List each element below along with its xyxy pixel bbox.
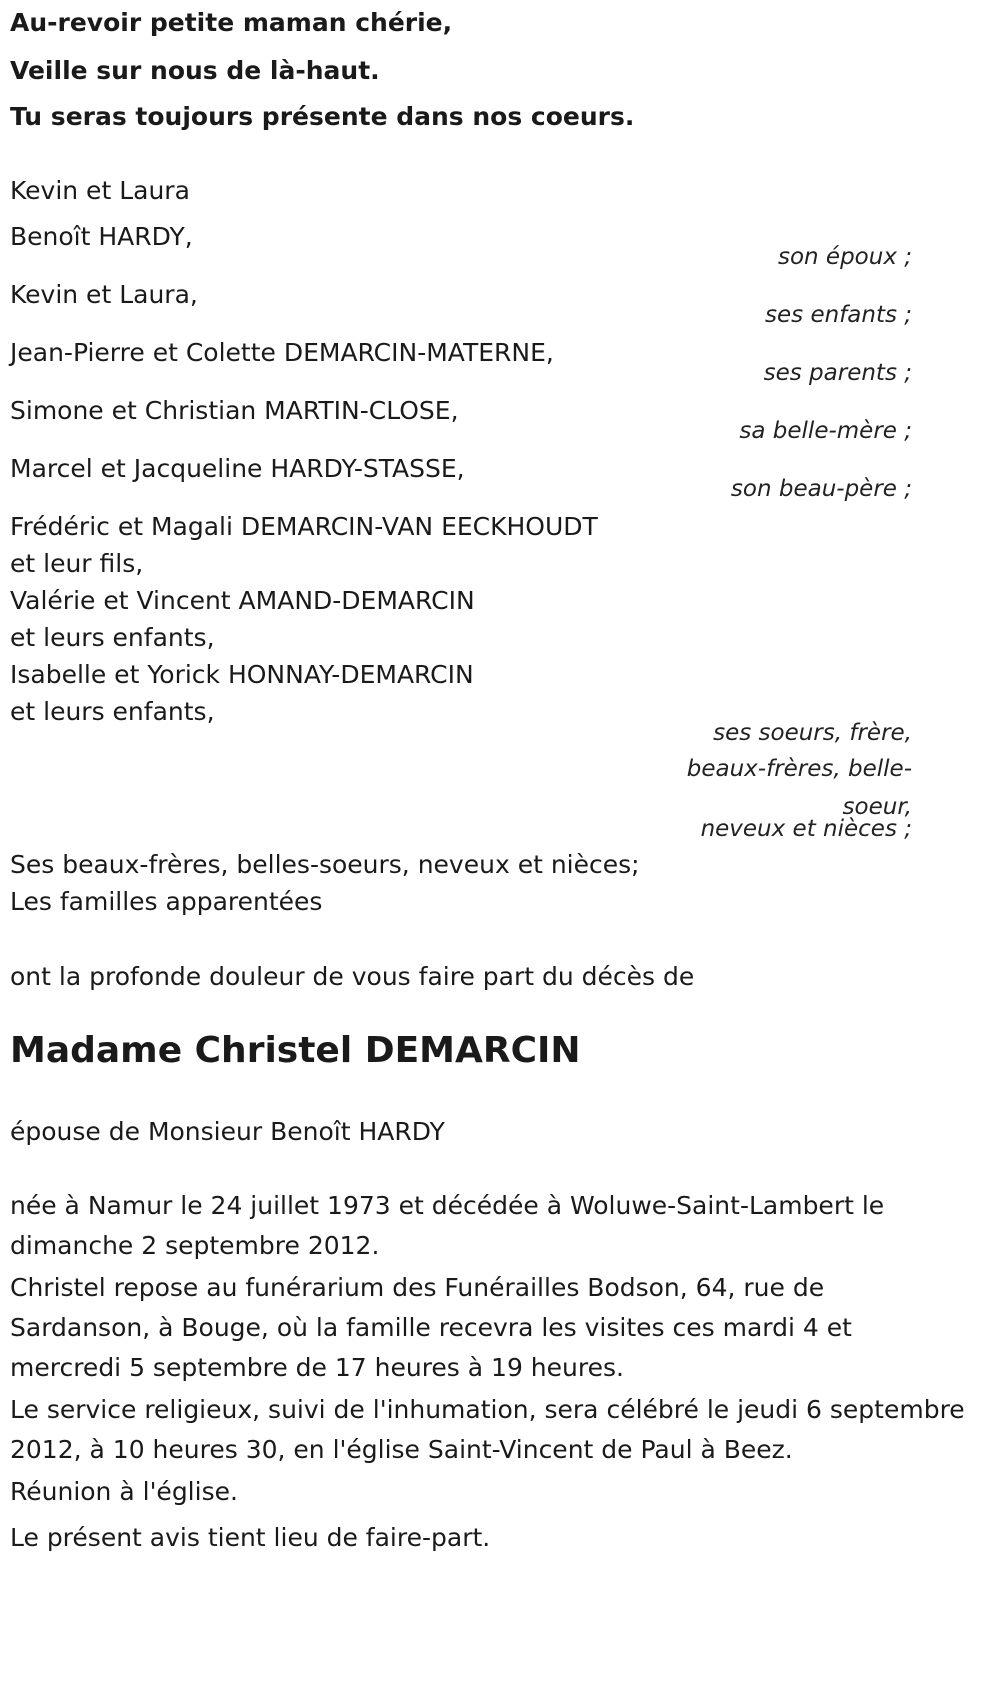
deceased-name: Madame Christel DEMARCIN bbox=[10, 1030, 581, 1071]
signatory-role: son beau-père ; bbox=[730, 476, 912, 502]
spouse-line: épouse de Monsieur Benoît HARDY bbox=[10, 1117, 445, 1146]
siblings-role-line: beaux-frères, belle- bbox=[686, 756, 912, 782]
funeral-home-paragraph: Christel repose au funérarium des Funérailles Bodson, 64, rue de Sardanson, à Bouge, où la famille recevra les visites ces mardi 4 et mercredi 5 septembre de 17 heures à 19 heures. bbox=[10, 1273, 852, 1382]
notice-paragraph: Le présent avis tient lieu de faire-part. bbox=[10, 1523, 491, 1552]
epigraph-line-2: Veille sur nous de là-haut. bbox=[10, 56, 380, 85]
extended-family-line: Ses beaux-frères, belles-soeurs, neveux et nièces; bbox=[10, 850, 640, 879]
signatory-role: son époux ; bbox=[777, 244, 912, 270]
signatory-first-line: Kevin et Laura bbox=[10, 176, 190, 205]
extended-family-line: Les familles apparentées bbox=[10, 887, 323, 916]
signatory-role: sa belle-mère ; bbox=[739, 418, 912, 444]
siblings-line: Isabelle et Yorick HONNAY-DEMARCIN bbox=[10, 660, 474, 689]
signatory-role: ses enfants ; bbox=[765, 302, 912, 328]
signatory-names: Kevin et Laura, bbox=[10, 280, 198, 309]
siblings-role-line: ses soeurs, frère, bbox=[713, 720, 912, 746]
siblings-role-line: soeur, bbox=[842, 794, 912, 820]
signatory-names: Benoît HARDY, bbox=[10, 222, 193, 251]
epigraph-line-3: Tu seras toujours présente dans nos coeurs. bbox=[10, 102, 635, 131]
siblings-line: Frédéric et Magali DEMARCIN-VAN EECKHOUDT bbox=[10, 512, 598, 541]
service-paragraph: Le service religieux, suivi de l'inhumation, sera célébré le jeudi 6 septembre 2012, à 10 heures 30, en l'église Saint-Vincent de Paul à Beez. bbox=[10, 1395, 965, 1464]
epigraph-line-1: Au-revoir petite maman chérie, bbox=[10, 8, 453, 37]
obituary-notice bbox=[10, 0, 990, 1696]
siblings-line: et leurs enfants, bbox=[10, 623, 215, 652]
siblings-line: et leur fils, bbox=[10, 549, 144, 578]
siblings-role-line: neveux et nièces ; bbox=[700, 816, 912, 842]
siblings-line: et leurs enfants, bbox=[10, 697, 215, 726]
signatory-names: Simone et Christian MARTIN-CLOSE, bbox=[10, 396, 459, 425]
announcement-text: ont la profonde douleur de vous faire part du décès de bbox=[10, 962, 695, 991]
signatory-names: Marcel et Jacqueline HARDY-STASSE, bbox=[10, 454, 465, 483]
meeting-paragraph: Réunion à l'église. bbox=[10, 1477, 238, 1506]
siblings-line: Valérie et Vincent AMAND-DEMARCIN bbox=[10, 586, 475, 615]
signatory-names: Jean-Pierre et Colette DEMARCIN-MATERNE, bbox=[10, 338, 554, 367]
signatory-role: ses parents ; bbox=[763, 360, 912, 386]
birth-death-paragraph: née à Namur le 24 juillet 1973 et décédée à Woluwe-Saint-Lambert le dimanche 2 septembre 2012. bbox=[10, 1191, 885, 1260]
